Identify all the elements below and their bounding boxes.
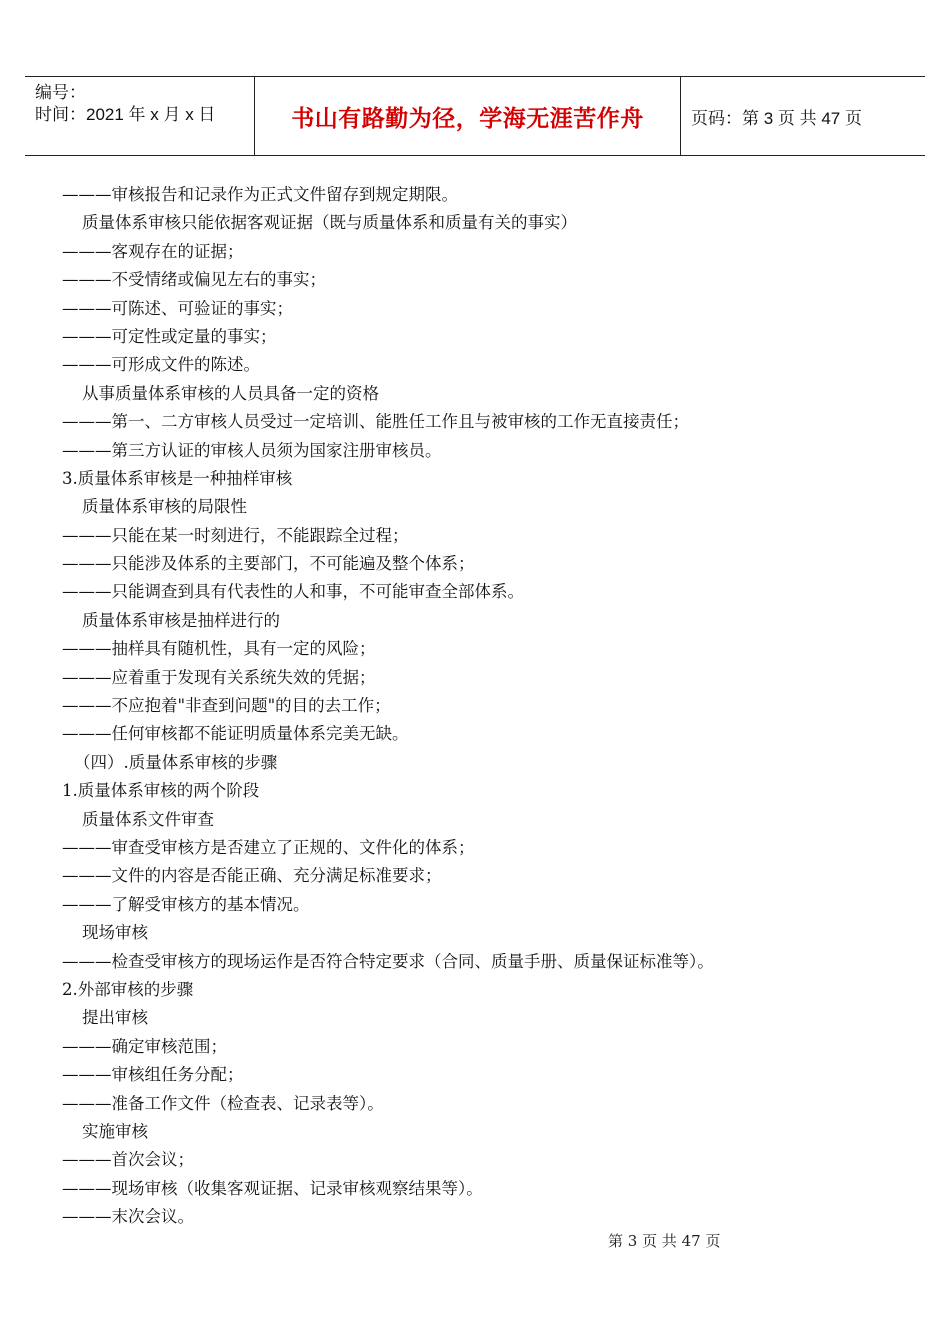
body-line: ———第一、二方审核人员受过一定培训、能胜任工作且与被审核的工作无直接责任； [62,412,689,432]
body-line: 质量体系文件审查 [82,809,214,829]
body-line: ———现场审核（收集客观证据、记录审核观察结果等）。 [62,1178,483,1198]
body-line: ———审核组任务分配； [62,1065,244,1085]
page-footer: 第 3 页 共 47 页 [608,1232,721,1250]
header-page-number: 页码：第 3 页 共 47 页 [691,108,862,128]
body-line: ———只能在某一时刻进行，不能跟踪全过程； [62,525,409,545]
section-heading: （四）.质量体系审核的步骤 [74,752,278,772]
body-line: ———任何审核都不能证明质量体系完美无缺。 [62,724,409,744]
body-line: ———不应抱着"非查到问题"的目的去工作； [62,696,391,716]
body-line: ———文件的内容是否能正确、充分满足标准要求； [62,866,442,886]
body-line: ———检查受审核方的现场运作是否符合特定要求（合同、质量手册、质量保证标准等）。 [62,951,714,971]
body-line: 质量体系审核只能依据客观证据（既与质量体系和质量有关的事实） [82,213,577,233]
body-line: ———客观存在的证据； [62,241,244,261]
body-line: ———末次会议。 [62,1207,194,1227]
body-line: ———抽样具有随机性，具有一定的风险； [62,639,376,659]
body-line: ———可形成文件的陈述。 [62,355,260,375]
body-line: ———确定审核范围； [62,1036,227,1056]
body-line: ———应着重于发现有关系统失效的凭据； [62,667,376,687]
body-line: 实施审核 [82,1121,148,1141]
body-line: ———可陈述、可验证的事实； [62,298,293,318]
document-time-label: 时间：2021 年 x 月 x 日 [35,105,216,124]
body-line: ———只能涉及体系的主要部门，不可能遍及整个体系； [62,554,475,574]
body-line: 从事质量体系审核的人员具备一定的资格 [82,383,379,403]
body-line: ———只能调查到具有代表性的人和事，不可能审查全部体系。 [62,582,524,602]
document-body [62,181,892,1231]
header-meta [25,77,255,155]
section-heading: 3.质量体系审核是一种抽样审核 [62,468,293,488]
body-line: ———审核报告和记录作为正式文件留存到规定期限。 [62,185,458,204]
body-line: ———第三方认证的审核人员须为国家注册审核员。 [62,440,442,460]
body-line: ———不受情绪或偏见左右的事实； [62,270,326,290]
section-heading: 1.质量体系审核的两个阶段 [62,781,260,801]
body-line: ———可定性或定量的事实； [62,326,277,346]
body-line: 现场审核 [82,923,148,943]
body-line: 提出审核 [82,1008,148,1028]
body-line: 质量体系审核是抽样进行的 [82,610,280,630]
body-line: ———审查受审核方是否建立了正规的、文件化的体系； [62,837,475,857]
body-line: ———准备工作文件（检查表、记录表等）。 [62,1093,384,1113]
page-header [25,76,925,156]
document-number-label: 编号： [35,83,86,102]
body-line: 质量体系审核的局限性 [82,497,247,517]
header-motto: 书山有路勤为径，学海无涯苦作舟 [255,77,681,155]
section-heading: 2.外部审核的步骤 [62,979,194,999]
body-line: ———首次会议； [62,1150,194,1170]
body-line: ———了解受审核方的基本情况。 [62,894,310,914]
